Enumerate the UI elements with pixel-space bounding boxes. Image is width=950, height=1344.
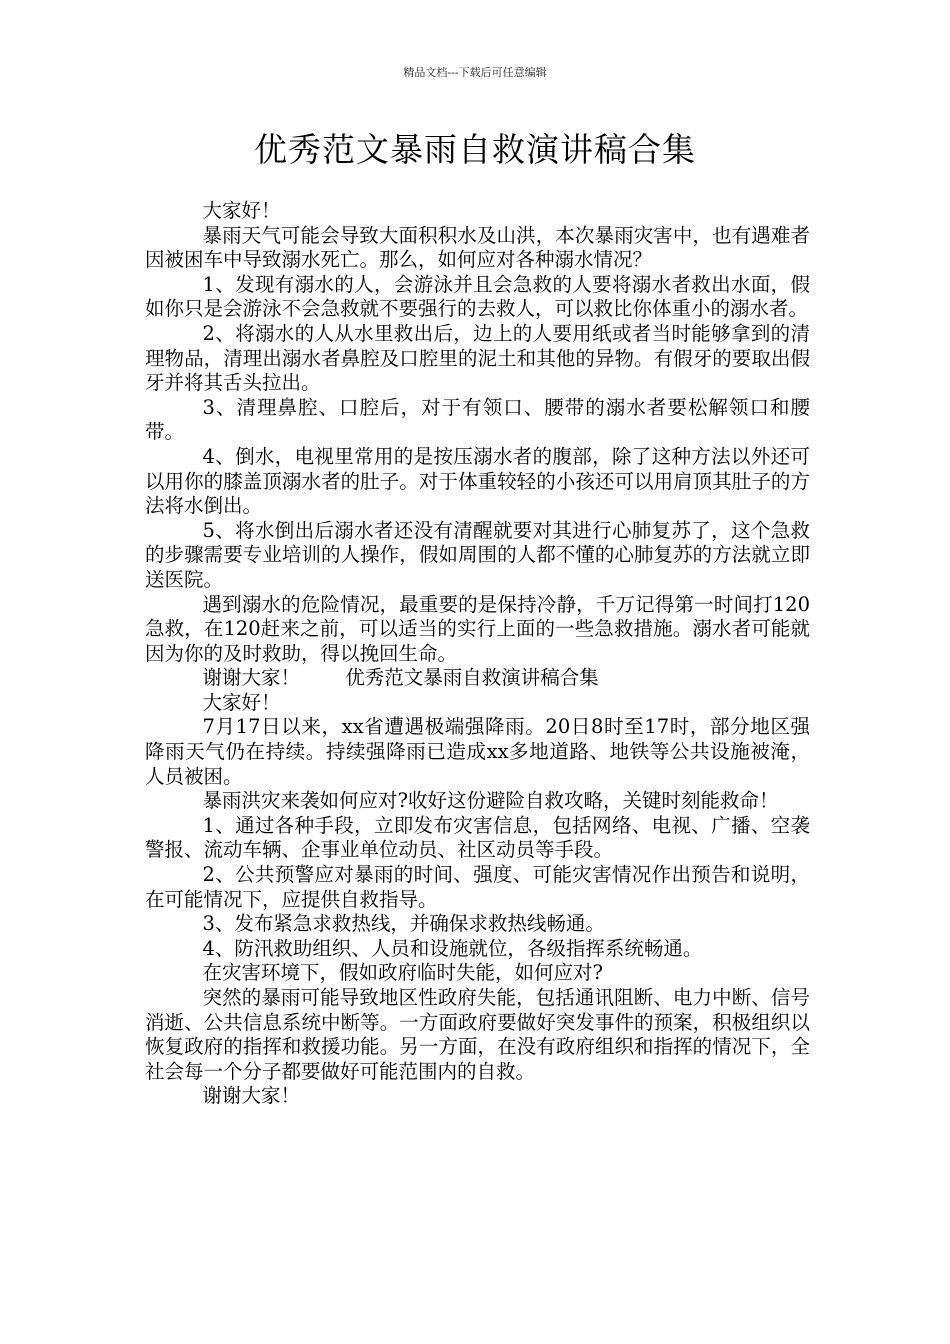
paragraph: 4、倒水，电视里常用的是按压溺水者的腹部，除了这种方法以外还可以用你的膝盖顶溺水者的肚子。对于体重较轻的小孩还可以用肩顶其肚子的方法将水倒出。 xyxy=(145,444,810,518)
paragraph: 2、公共预警应对暴雨的时间、强度、可能灾害情况作出预告和说明，在可能情况下，应提供自救指导。 xyxy=(145,863,810,911)
paragraph: 突然的暴雨可能导致地区性政府失能，包括通讯阻断、电力中断、信号消逝、公共信息系统中断等。一方面政府要做好突发事件的预案，积极组织以恢复政府的指挥和救援功能。另一方面，在没有政府组织和指挥的情况下，全社会每一个分子都要做好可能范围内的自救。 xyxy=(145,986,810,1083)
paragraph: 大家好！ xyxy=(202,690,281,714)
paragraph: 1、发现有溺水的人，会游泳并且会急救的人要将溺水者救出水面，假如你只是会游泳不会急救就不要强行的去救人，可以救比你体重小的溺水者。 xyxy=(145,272,810,321)
paragraph: 7月17日以来，xx省遭遇极端强降雨。20日8时至17时，部分地区强降雨天气仍在持续。持续强降雨已造成xx多地道路、地铁等公共设施被淹，人员被困。 xyxy=(145,715,810,788)
paragraph: 2、将溺水的人从水里救出后，边上的人要用纸或者当时能够拿到的清理物品，清理出溺水者鼻腔及口腔里的泥土和其他的异物。有假牙的要取出假牙并将其舌头拉出。 xyxy=(145,321,810,395)
document-title: 优秀范文暴雨自救演讲稿合集 xyxy=(254,130,696,169)
paragraph: 5、将水倒出后溺水者还没有清醒就要对其进行心肺复苏了，这个急救的步骤需要专业培训的人操作，假如周围的人都不懂的心肺复苏的方法就立即送医院。 xyxy=(145,518,810,591)
paragraph: 4、防汛救助组织、人员和设施就位，各级指挥系统畅通。 xyxy=(202,936,703,960)
paragraph: 暴雨洪灾来袭如何应对?收好这份避险自救攻略，关键时刻能救命！ xyxy=(202,789,779,813)
paragraph: 3、清理鼻腔、口腔后，对于有领口、腰带的溺水者要松解领口和腰带。 xyxy=(145,395,810,444)
paragraph: 3、发布紧急求救热线，并确保求救热线畅通。 xyxy=(202,912,605,936)
header-note: 精品文档---下载后可任意编辑 xyxy=(403,66,547,79)
paragraph: 谢谢大家！ xyxy=(202,1084,301,1108)
paragraph: 1、通过各种手段，立即发布灾害信息，包括网络、电视、广播、空袭警报、流动车辆、企事业单位动员、社区动员等手段。 xyxy=(145,813,810,862)
document-body xyxy=(145,199,810,1109)
paragraph: 大家好！ xyxy=(202,199,281,222)
paragraph: 在灾害环境下，假如政府临时失能，如何应对? xyxy=(202,961,603,985)
paragraph: 谢谢大家！ 优秀范文暴雨自救演讲稿合集 xyxy=(202,666,599,690)
paragraph: 暴雨天气可能会导致大面积积水及山洪，本次暴雨灾害中，也有遇难者因被困车中导致溺水死亡。那么，如何应对各种溺水情况？ xyxy=(145,223,810,272)
paragraph: 遇到溺水的危险情况，最重要的是保持冷静，千万记得第一时间打120急救，在120赶来之前，可以适当的实行上面的一些急救措施。溺水者可能就因为你的及时救助，得以挽回生命。 xyxy=(145,592,810,665)
